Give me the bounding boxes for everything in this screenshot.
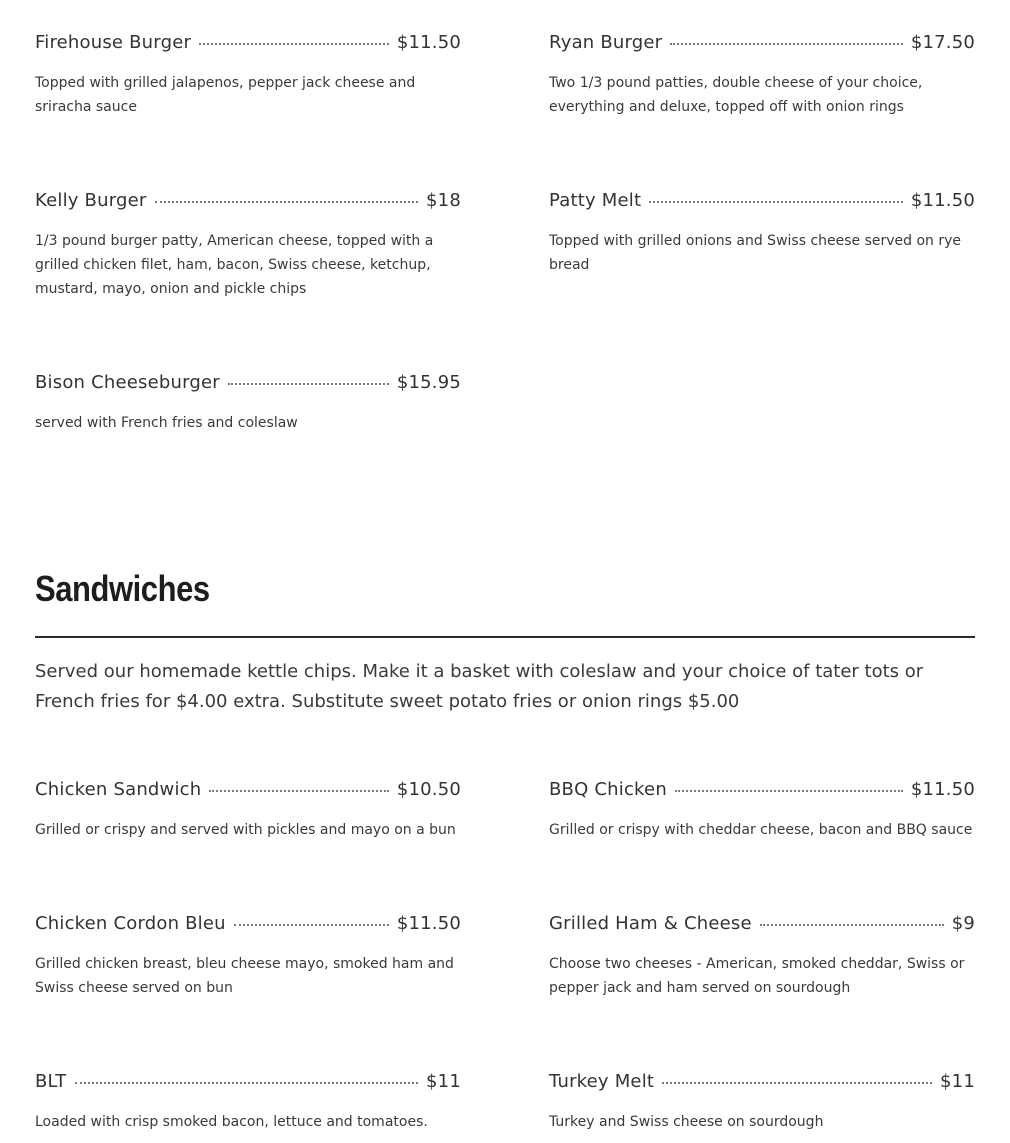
menu-item-kelly-burger bbox=[35, 190, 461, 301]
item-price: $10.50 bbox=[396, 779, 461, 800]
menu-item-firehouse-burger bbox=[35, 32, 461, 119]
item-description: 1/3 pound burger patty, American cheese, topped with a grilled chicken filet, ham, bacon, Swiss cheese, ketchup, mustard, mayo, onion and pickle chips bbox=[35, 233, 434, 297]
item-description: Grilled or crispy with cheddar cheese, bacon and BBQ sauce bbox=[549, 822, 973, 838]
item-price: $11.50 bbox=[910, 779, 975, 800]
menu-item-bbq-chicken bbox=[549, 779, 975, 842]
item-price: $11 bbox=[940, 1071, 975, 1092]
item-name: Bison Cheeseburger bbox=[35, 372, 220, 393]
section-title-sandwiches: Sandwiches bbox=[35, 568, 210, 609]
menu-item-patty-melt bbox=[549, 190, 975, 277]
item-name: Firehouse Burger bbox=[35, 32, 192, 53]
menu-item-ryan-burger bbox=[549, 32, 975, 119]
menu-item-header bbox=[35, 913, 461, 941]
item-name: Grilled Ham & Cheese bbox=[549, 913, 752, 934]
menu-item-header bbox=[35, 32, 461, 60]
dot-leader bbox=[649, 201, 903, 203]
item-description: Two 1/3 pound patties, double cheese of your choice, everything and deluxe, topped off with onion rings bbox=[549, 75, 923, 115]
item-description: Grilled or crispy and served with pickles and mayo on a bun bbox=[35, 822, 456, 838]
dot-leader bbox=[199, 43, 389, 45]
menu-item-header bbox=[35, 372, 461, 400]
dot-leader bbox=[155, 201, 419, 203]
item-price: $11.50 bbox=[910, 190, 975, 211]
menu-item-header bbox=[549, 1071, 975, 1099]
item-price: $9 bbox=[951, 913, 975, 934]
menu-item-header bbox=[549, 913, 975, 941]
section-intro: Served our homemade kettle chips. Make it a basket with coleslaw and your choice of tater tots or French fries for $4.00 extra. Substitute sweet potato fries or onion rings $5.00 bbox=[35, 661, 924, 712]
dot-leader bbox=[760, 924, 944, 926]
menu-item-header bbox=[35, 1071, 461, 1099]
item-name: Chicken Sandwich bbox=[35, 779, 202, 800]
item-price: $11 bbox=[426, 1071, 461, 1092]
item-price: $11.50 bbox=[396, 913, 461, 934]
item-name: Turkey Melt bbox=[549, 1071, 655, 1092]
menu-item-header bbox=[549, 190, 975, 218]
menu-item-header bbox=[549, 779, 975, 807]
menu-item-blt bbox=[35, 1071, 461, 1134]
dot-leader bbox=[209, 790, 388, 792]
item-name: Patty Melt bbox=[549, 190, 642, 211]
menu-item-grilled-ham-cheese bbox=[549, 913, 975, 1000]
item-price: $11.50 bbox=[396, 32, 461, 53]
menu-item-header bbox=[35, 190, 461, 218]
item-description: Turkey and Swiss cheese on sourdough bbox=[549, 1114, 824, 1130]
item-description: Choose two cheeses - American, smoked cheddar, Swiss or pepper jack and ham served on sourdough bbox=[549, 956, 965, 996]
dot-leader bbox=[662, 1082, 932, 1084]
menu-item-header bbox=[549, 32, 975, 60]
dot-leader bbox=[228, 383, 389, 385]
item-name: Chicken Cordon Bleu bbox=[35, 913, 226, 934]
menu-item-turkey-melt bbox=[549, 1071, 975, 1134]
item-description: Loaded with crisp smoked bacon, lettuce and tomatoes. bbox=[35, 1114, 428, 1130]
section-divider bbox=[35, 636, 975, 638]
menu-item-bison-cheeseburger bbox=[35, 372, 461, 435]
dot-leader bbox=[675, 790, 903, 792]
item-name: BLT bbox=[35, 1071, 67, 1092]
dot-leader bbox=[670, 43, 903, 45]
menu-item-chicken-cordon-bleu bbox=[35, 913, 461, 1000]
item-price: $18 bbox=[426, 190, 461, 211]
item-price: $17.50 bbox=[910, 32, 975, 53]
dot-leader bbox=[75, 1082, 419, 1084]
item-name: Ryan Burger bbox=[549, 32, 663, 53]
item-name: Kelly Burger bbox=[35, 190, 147, 211]
item-description: served with French fries and coleslaw bbox=[35, 415, 298, 431]
item-price: $15.95 bbox=[396, 372, 461, 393]
menu-item-chicken-sandwich bbox=[35, 779, 461, 842]
dot-leader bbox=[234, 924, 389, 926]
item-description: Topped with grilled jalapenos, pepper jack cheese and sriracha sauce bbox=[35, 75, 416, 115]
item-name: BBQ Chicken bbox=[549, 779, 667, 800]
menu-item-header bbox=[35, 779, 461, 807]
item-description: Topped with grilled onions and Swiss cheese served on rye bread bbox=[549, 233, 962, 273]
item-description: Grilled chicken breast, bleu cheese mayo, smoked ham and Swiss cheese served on bun bbox=[35, 956, 454, 996]
